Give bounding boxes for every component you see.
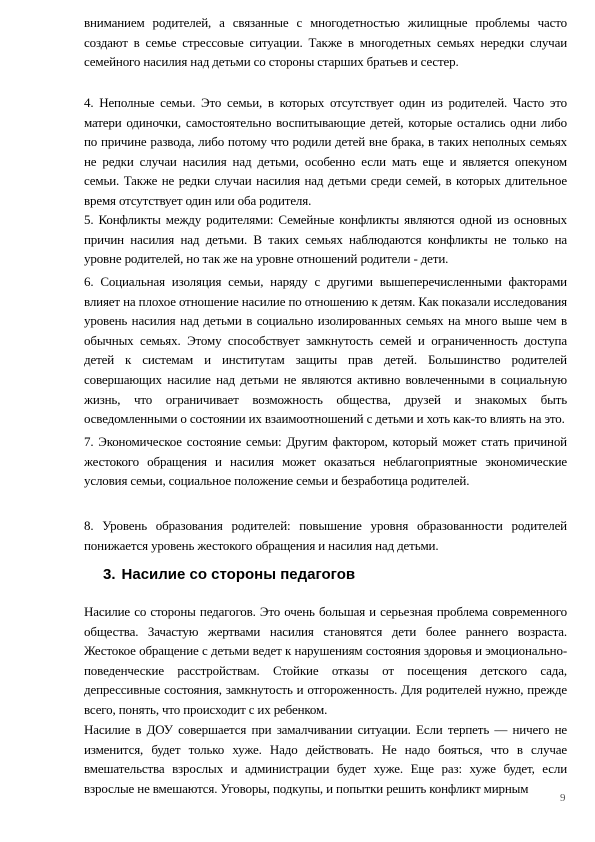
paragraph-economic-status: 7. Экономическое состояние семьи: Другим фактором, который может стать причиной жестокого обращения и насилия может оказаться неблагоприятные экономические условия семьи, социальное положение семьи и безработица родителей. [84,434,567,489]
paragraph-parent-conflicts: 5. Конфликты между родителями: Семейные конфликты являются одной из основных причин насилия над детьми. В таких семьях наблюдаются конфликты не только на уровне родителей, но так же на уровне отношений родители - дети. [84,212,567,267]
paragraph-teacher-violence: Насилие со стороны педагогов. Это очень большая и серьезная проблема современного общества. Зачастую жертвами насилия становятся дети более раннего возраста. Жестокое обращение с детьми ведет к нарушениям состояния здоровья и эмоционально-поведенческие расстройствам. Стойкие отказы от посещения детского сада, депрессивные состояния, замкнутость и отгороженность. Для родителей нужно, прежде всего, понять, что происходит с их ребенком. [84,604,567,717]
section-title: Насилие со стороны педагогов [121,566,356,583]
paragraph-large-families-continued: вниманием родителей, а связанные с многодетностью жилищные проблемы часто создают в семье стрессовые ситуации. Также в многодетных семьях нередки случаи семейного насилия над детьми со стороны старших братьев и сестер. [84,15,567,70]
section-heading [103,566,355,583]
paragraph-education-level: 8. Уровень образования родителей: повышение уровня образованности родителей понижается уровень жестокого обращения и насилия над детьми. [84,518,567,553]
paragraph-social-isolation: 6. Социальная изоляция семьи, наряду с другими вышеперечисленными факторами влияет на плохое отношение насилие по отношению к детям. Как показали исследования уровень насилия над детьми в социально изолированных семьях на много выше чем в обычных семьях. Этому способствует замкнутость семей и ограниченность доступа детей к системам и институтам защиты прав детей. Большинство родителей совершающих насилие над детьми не являются активно вовлеченными в социальную жизнь, что ограничивает возможность общества, друзей и знакомых быть осведомленными о состоянии их взаимоотношений с детьми и хоть как-то влиять на это. [84,274,567,427]
section-number: 3. [103,566,116,583]
paragraph-single-parent-families: 4. Неполные семьи. Это семьи, в которых отсутствует один из родителей. Часто это матери одиночки, самостоятельно воспитывающие детей, которые остались одни либо по причине развода, либо потому что родили детей вне брака, в таких неполных семьях не редки случаи насилия над детьми, особенно если мать еще и является опекуном семьи. Также не редки случаи насилия над детьми среди семей, в которых длительное время отсутствует один или оба родителя. [84,95,567,208]
paragraph-violence-in-preschool: Насилие в ДОУ совершается при замалчивании ситуации. Если терпеть — ничего не изменится, будет только хуже. Надо действовать. Не надо бояться, что в случае вмешательства взрослых и администрации будет хуже. Еще раз: хуже будет, если взрослые не вмешаются. Уговоры, подкупы, и попытки решить конфликт мирным [84,722,567,796]
page-number: 9 [560,792,566,804]
